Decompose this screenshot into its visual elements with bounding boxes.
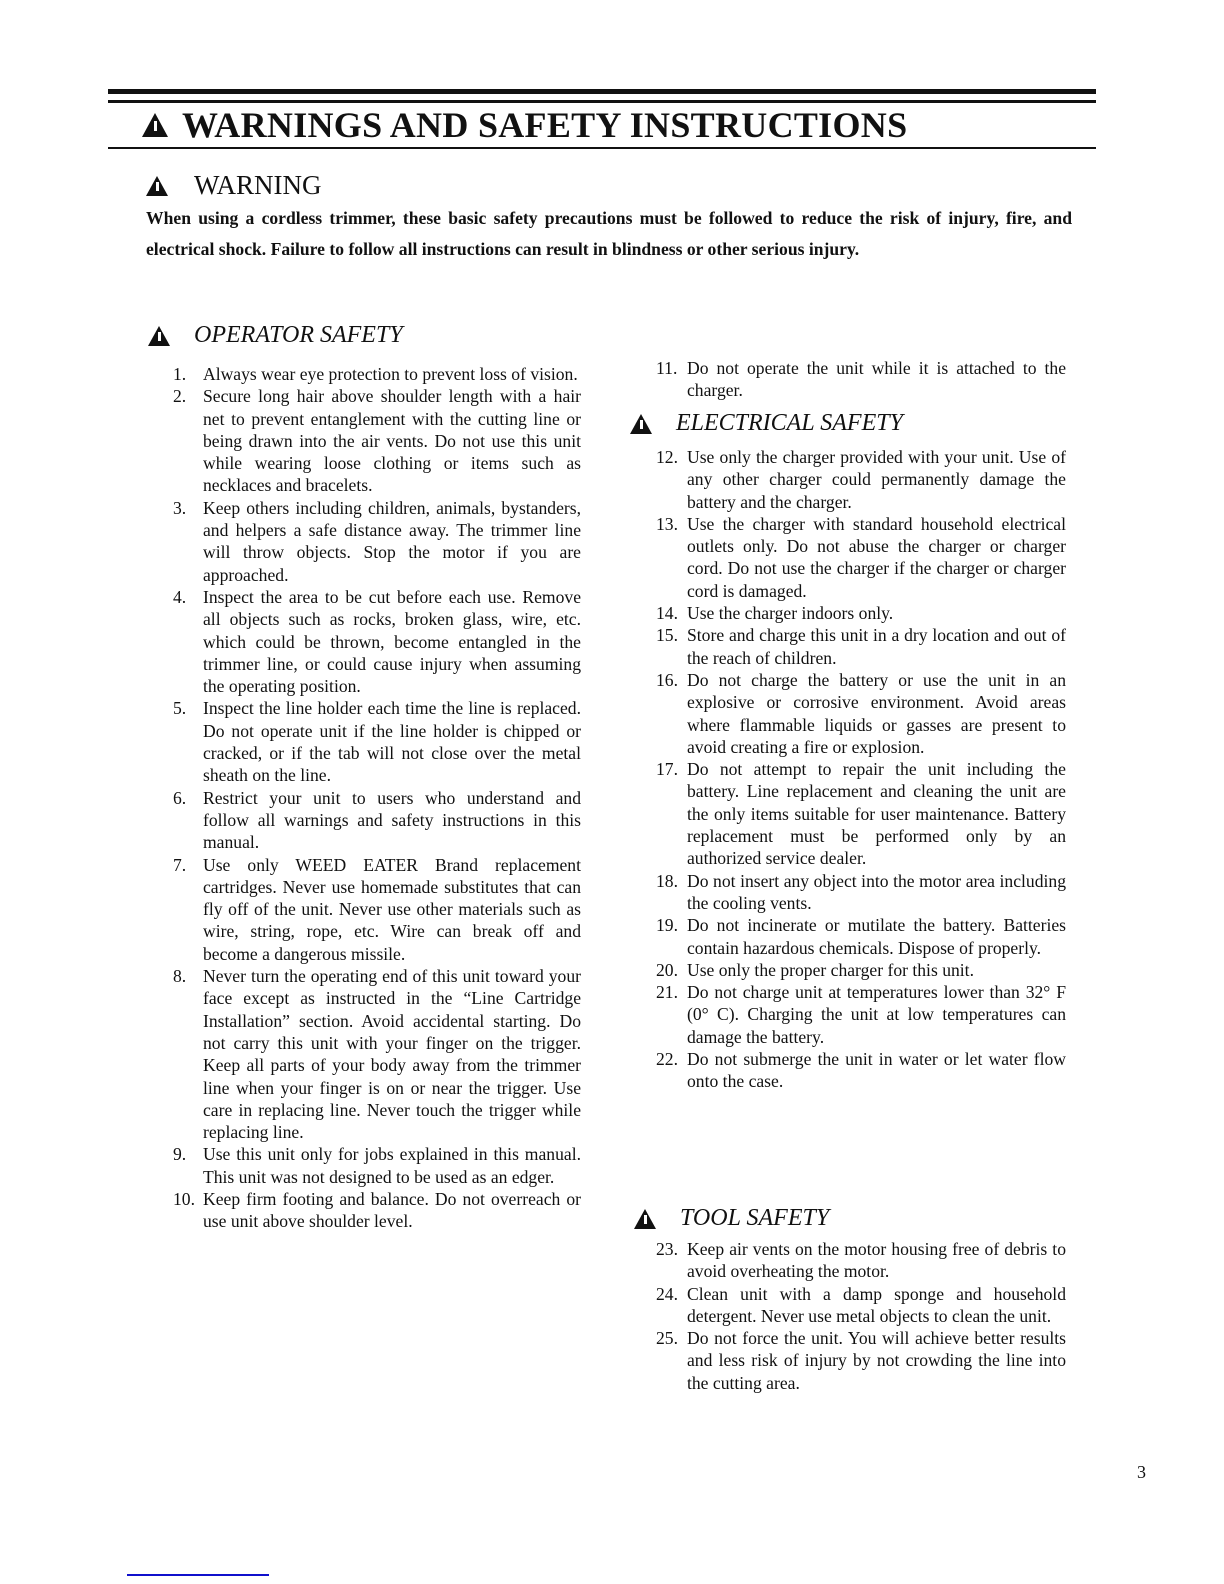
list-item: 5. Inspect the line holder each time the line is replaced. Do not operate unit if the line holder is chipped or cracked, or if the tab will not close over the metal sheath on the line. (173, 698, 581, 786)
list-item: 20. Use only the proper charger for this unit. (656, 959, 974, 980)
section-title: TOOL SAFETY (680, 1205, 830, 1231)
warning-triangle-icon (634, 1209, 656, 1229)
warning-heading (146, 170, 322, 201)
list-item: 19. Do not incinerate or mutilate the battery. Batteries contain hazardous chemicals. Dispose of properly. (656, 915, 1066, 958)
warning-heading-text: WARNING (194, 170, 322, 200)
header-rule-top (108, 89, 1096, 94)
warning-body: When using a cordless trimmer, these basic safety precautions must be followed to reduce the risk of injury, fire, and electrical shock. Failure to follow all instructions can result in blindness or other serious injury. (146, 208, 1072, 259)
list-item: 22. Do not submerge the unit in water or let water flow onto the case. (656, 1049, 1066, 1092)
electrical-safety-list (656, 446, 1066, 1093)
list-item: 15. Store and charge this unit in a dry location and out of the reach of children. (656, 625, 1066, 668)
list-item: 17. Do not attempt to repair the unit including the battery. Line replacement and cleaning the unit are the only items suitable for user maintenance. Battery replacement must be performed only by an authorized service dealer. (656, 759, 1066, 869)
section-heading-electrical-safety (630, 410, 903, 437)
tool-safety-list (656, 1238, 1066, 1394)
list-item: 21. Do not charge unit at temperatures lower than 32° F (0° C). Charging the unit at low temperatures can damage the battery. (656, 982, 1066, 1047)
section-title: ELECTRICAL SAFETY (676, 410, 903, 436)
list-item: 2. Secure long hair above shoulder length with a hair net to prevent entanglement with the cutting line or being drawn into the air vents. Do not use this unit while wearing loose clothing or items such as necklaces and bracelets. (173, 386, 581, 496)
list-item: 25. Do not force the unit. You will achieve better results and less risk of injury by not crowding the line into the cutting area. (656, 1328, 1066, 1393)
list-item: 7. Use only WEED EATER Brand replacement cartridges. Never use homemade substitutes that can fly off of the unit. Never use other materials such as wire, string, rope, etc. Wire can break off and become a dangerous missile. (173, 854, 581, 964)
operator-safety-list-continued (656, 357, 1066, 402)
list-item: 13. Use the charger with standard household electrical outlets only. Do not abuse the charger or charger cord. Do not use the charger if the charger or charger cord is damaged. (656, 513, 1066, 601)
list-item: 8. Never turn the operating end of this unit toward your face except as instructed in the “Line Cartridge Installation” section. Avoid accidental starting. Do not carry this unit with your finger on the trigger. Keep all parts of your body away from the trimmer line when your finger is on or near the trigger. Use care in replacing line. Never touch the trigger while replacing line. (173, 966, 581, 1143)
link-underline (127, 1574, 269, 1576)
warning-triangle-icon (142, 113, 168, 137)
list-item: 11. Do not operate the unit while it is attached to the charger. (656, 358, 1066, 401)
section-heading-tool-safety (634, 1205, 829, 1232)
list-item: 4. Inspect the area to be cut before each use. Remove all objects such as rocks, broken glass, wire, etc. which could be thrown, become entangled in the trimmer line, or could cause injury when assuming the operating position. (173, 586, 581, 697)
list-item: 3. Keep others including children, animals, bystanders, and helpers a safe distance away. The trimmer line will throw objects. Stop the motor if you are approached. (173, 497, 581, 585)
list-item: 23. Keep air vents on the motor housing free of debris to avoid overheating the motor. (656, 1239, 1066, 1282)
warning-triangle-icon (148, 326, 170, 346)
warning-triangle-icon (146, 176, 168, 196)
page-title-text: WARNINGS AND SAFETY INSTRUCTIONS (182, 105, 908, 145)
operator-safety-list (173, 363, 581, 1233)
list-item: 6. Restrict your unit to users who understand and follow all warnings and safety instructions in this manual. (173, 787, 581, 853)
header-rule-bottom (108, 147, 1096, 149)
list-item: 12. Use only the charger provided with your unit. Use of any other charger could permanently damage the battery and the charger. (656, 447, 1066, 512)
page-number: 3 (1137, 1462, 1146, 1482)
list-item: 24. Clean unit with a damp sponge and household detergent. Never use metal objects to clean the unit. (656, 1283, 1066, 1326)
section-title: OPERATOR SAFETY (194, 322, 403, 348)
list-item: 18. Do not insert any object into the motor area including the cooling vents. (656, 870, 1066, 913)
list-item: 14. Use the charger indoors only. (656, 603, 894, 624)
list-item: 10. Keep firm footing and balance. Do not overreach or use unit above shoulder level. (173, 1188, 581, 1232)
page-title (142, 103, 907, 147)
list-item: 1. Always wear eye protection to prevent loss of vision. (173, 364, 578, 384)
list-item: 16. Do not charge the battery or use the unit in an explosive or corrosive environment. Avoid areas where flammable liquids or gasses are present to avoid creating a fire or explosion. (656, 669, 1066, 757)
section-heading-operator-safety (148, 322, 403, 349)
warning-triangle-icon (630, 414, 652, 434)
list-item: 9. Use this unit only for jobs explained in this manual. This unit was not designed to be used as an edger. (173, 1144, 581, 1187)
